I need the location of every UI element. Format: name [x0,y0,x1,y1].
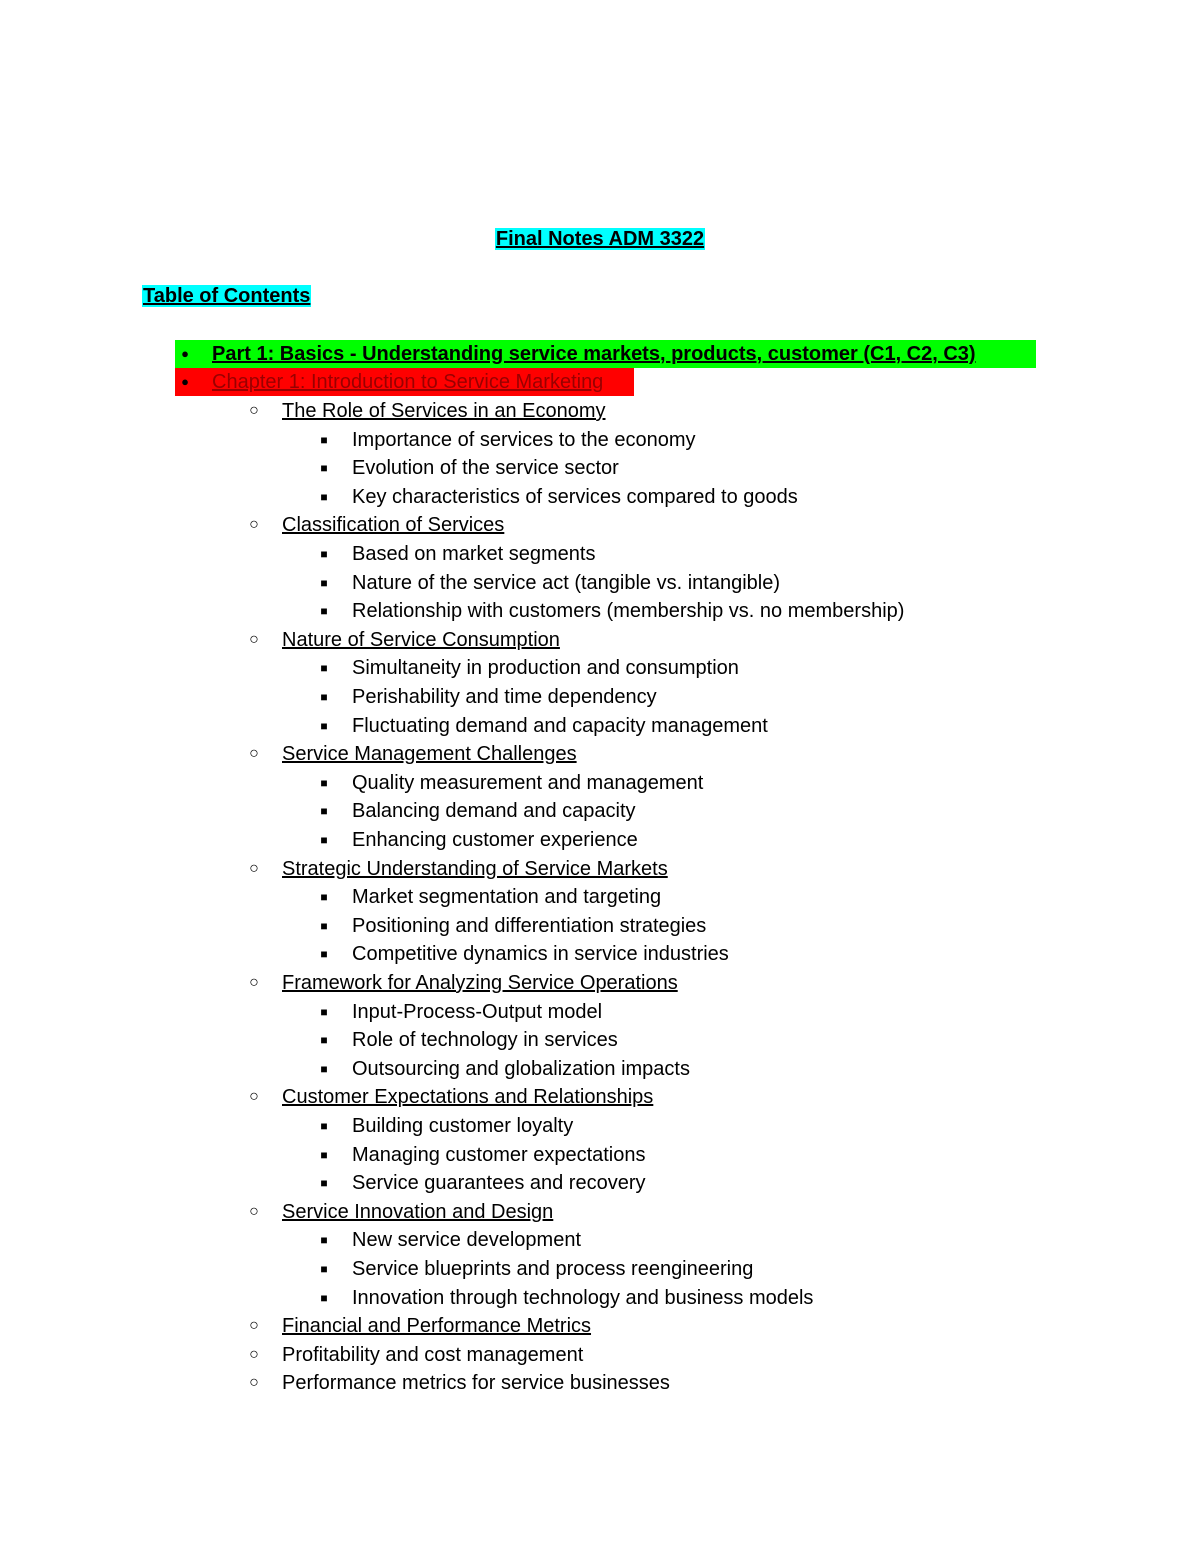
toc-part-1[interactable] [175,340,1036,368]
hollow-circle-bullet-icon: ○ [249,974,259,991]
square-bullet-icon: ■ [320,776,328,790]
toc-subitem-label: Market segmentation and targeting [352,886,662,908]
toc-section-label: Framework for Analyzing Service Operations [282,972,678,994]
toc-subitem-label: Quality measurement and management [352,772,704,794]
toc-subitem-label: Competitive dynamics in service industries [352,943,729,965]
toc-subitem-label: Service blueprints and process reengineering [352,1258,754,1280]
toc-section-label: Financial and Performance Metrics [282,1315,592,1337]
toc-subitem-label: Nature of the service act (tangible vs. intangible) [352,572,780,594]
toc-subitem-label: Innovation through technology and business models [352,1287,814,1309]
filled-circle-bullet-icon: ● [181,346,189,361]
hollow-circle-bullet-icon: ○ [249,1317,259,1334]
toc-subitem-label: Evolution of the service sector [352,457,619,479]
document-title [0,226,1200,252]
hollow-circle-bullet-icon: ○ [249,1203,259,1220]
toc-subitem-label: Input-Process-Output model [352,1001,603,1023]
toc-subitem-label: Relationship with customers (membership vs. no membership) [352,600,905,622]
square-bullet-icon: ■ [320,576,328,590]
toc-subitem-label: Outsourcing and globalization impacts [352,1058,690,1080]
square-bullet-icon: ■ [320,1176,328,1190]
toc-item-label: Profitability and cost management [282,1344,584,1366]
toc-heading [142,283,311,309]
square-bullet-icon: ■ [320,1119,328,1133]
hollow-circle-bullet-icon: ○ [249,631,259,648]
hollow-circle-bullet-icon: ○ [249,1088,259,1105]
toc-section-label: Service Innovation and Design [282,1201,554,1223]
square-bullet-icon: ■ [320,833,328,847]
toc-subitem-label: Perishability and time dependency [352,686,657,708]
toc-subitem-label: Building customer loyalty [352,1115,574,1137]
toc-subitem-label: Positioning and differentiation strategies [352,915,707,937]
toc-subitem-label: Enhancing customer experience [352,829,638,851]
square-bullet-icon: ■ [320,547,328,561]
toc-section-label: Customer Expectations and Relationships [282,1086,654,1108]
toc-subitem-label: Managing customer expectations [352,1144,646,1166]
square-bullet-icon: ■ [320,890,328,904]
square-bullet-icon: ■ [320,1262,328,1276]
toc-subitem-label: New service development [352,1229,581,1251]
square-bullet-icon: ■ [320,919,328,933]
square-bullet-icon: ■ [320,1233,328,1247]
square-bullet-icon: ■ [320,661,328,675]
square-bullet-icon: ■ [320,433,328,447]
toc-section-label: Strategic Understanding of Service Markets [282,858,668,880]
toc-section-label: Service Management Challenges [282,743,577,765]
toc-chapter-1[interactable] [175,368,634,396]
square-bullet-icon: ■ [320,490,328,504]
toc-subitem-label: Balancing demand and capacity [352,800,636,822]
toc-section-label: Nature of Service Consumption [282,629,560,651]
square-bullet-icon: ■ [320,604,328,618]
hollow-circle-bullet-icon: ○ [249,516,259,533]
square-bullet-icon: ■ [320,1062,328,1076]
hollow-circle-bullet-icon: ○ [249,860,259,877]
square-bullet-icon: ■ [320,690,328,704]
toc-subitem-label: Based on market segments [352,543,596,565]
square-bullet-icon: ■ [320,947,328,961]
filled-circle-bullet-icon: ● [181,374,189,389]
toc-item-label: Performance metrics for service businesses [282,1372,670,1394]
hollow-circle-bullet-icon: ○ [249,1346,259,1363]
square-bullet-icon: ■ [320,1291,328,1305]
hollow-circle-bullet-icon: ○ [249,745,259,762]
document-title-text: Final Notes ADM 3322 [495,228,705,250]
toc-subitem-label: Simultaneity in production and consumption [352,657,739,679]
square-bullet-icon: ■ [320,804,328,818]
toc-subitem-label: Service guarantees and recovery [352,1172,646,1194]
toc-subitem-label: Key characteristics of services compared to goods [352,486,798,508]
toc-subitem-label: Role of technology in services [352,1029,618,1051]
toc-chapter-1-label: Chapter 1: Introduction to Service Marketing [212,371,604,393]
toc-section-label: Classification of Services [282,514,505,536]
square-bullet-icon: ■ [320,1033,328,1047]
square-bullet-icon: ■ [320,1148,328,1162]
square-bullet-icon: ■ [320,719,328,733]
hollow-circle-bullet-icon: ○ [249,402,259,419]
toc-section-label: The Role of Services in an Economy [282,400,606,422]
square-bullet-icon: ■ [320,461,328,475]
toc-part-1-label: Part 1: Basics - Understanding service markets, products, customer (C1, C2, C3) [212,343,976,365]
square-bullet-icon: ■ [320,1005,328,1019]
hollow-circle-bullet-icon: ○ [249,1374,259,1391]
toc-heading-text: Table of Contents [143,285,311,307]
toc-subitem-label: Fluctuating demand and capacity management [352,715,768,737]
toc-subitem-label: Importance of services to the economy [352,429,696,451]
